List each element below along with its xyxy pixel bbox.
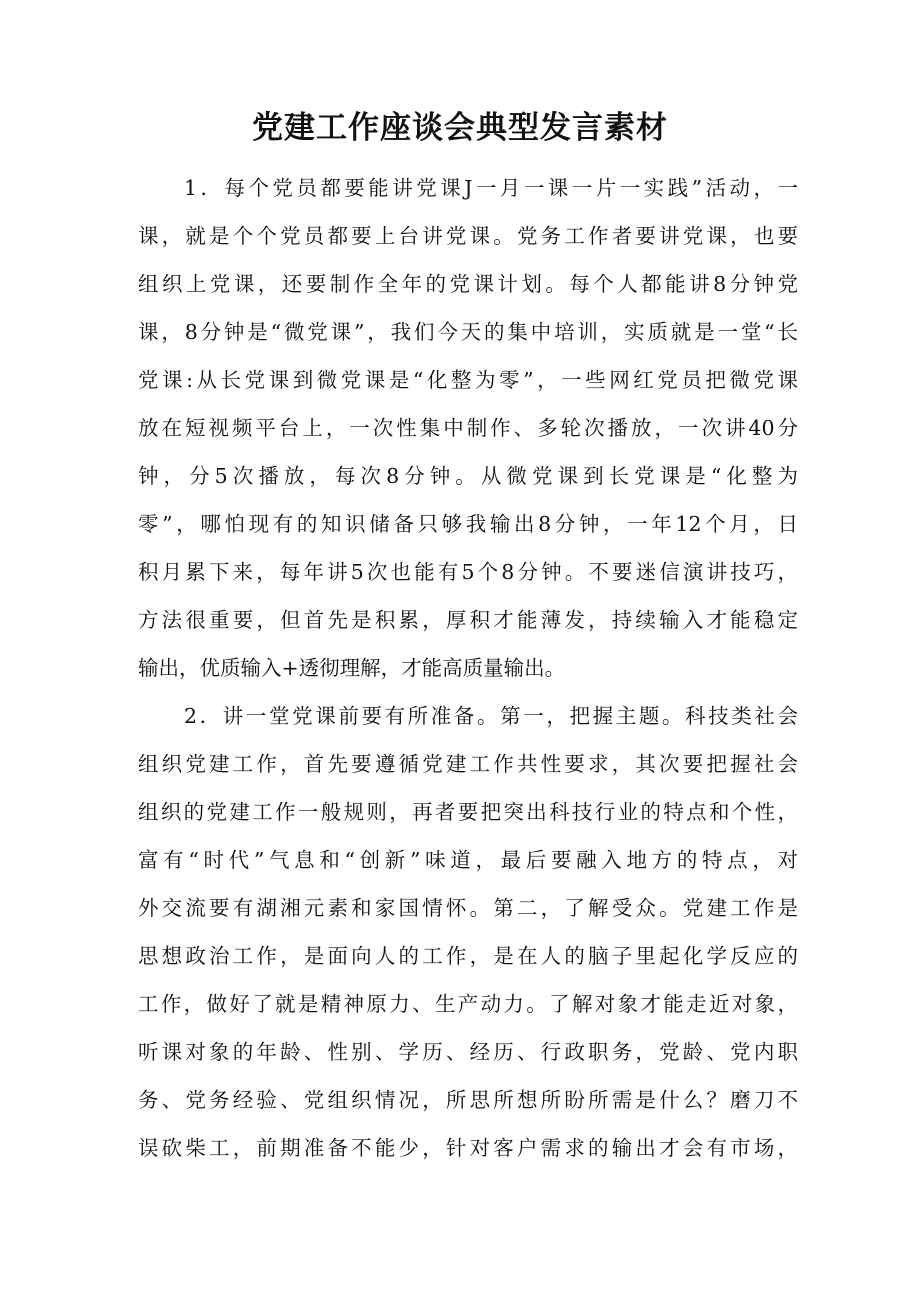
paragraph-line: 外交流要有湖湘元素和家国情怀。第二，了解受众。党建工作是 (138, 896, 798, 920)
paragraph-line: 钟，分5次播放，每次8分钟。从微党课到长党课是“化整为 (138, 464, 798, 488)
paragraph-line: 输出，优质输入+透彻理解，才能高质量输出。 (138, 656, 566, 680)
paragraph-line: 课，就是个个党员都要上台讲党课。党务工作者要讲党课，也要 (138, 224, 798, 248)
paragraph-line: 思想政治工作，是面向人的工作，是在人的脑子里起化学反应的 (138, 944, 798, 968)
paragraph-1 (138, 164, 798, 692)
paragraph-line: 党课:从长党课到微党课是“化整为零”，一些网红党员把微党课 (138, 368, 798, 392)
paragraph-line: 组织的党建工作一般规则，再者要把突出科技行业的特点和个性， (138, 800, 798, 824)
paragraph-2 (138, 692, 798, 1172)
paragraph-line: 务、党务经验、党组织情况，所思所想所盼所需是什么？磨刀不 (138, 1088, 798, 1112)
document-title: 党建工作座谈会典型发言素材 (252, 110, 668, 146)
paragraph-line: 方法很重要，但首先是积累，厚积才能薄发，持续输入才能稳定 (138, 608, 798, 632)
paragraph-line: 富有“时代”气息和“创新”味道，最后要融入地方的特点，对 (138, 848, 798, 872)
paragraph-line: 工作，做好了就是精神原力、生产动力。了解对象才能走近对象， (138, 992, 798, 1016)
paragraph-line: 组织上党课，还要制作全年的党课计划。每个人都能讲8分钟党 (138, 272, 798, 296)
paragraph-line: 积月累下来，每年讲5次也能有5个8分钟。不要迷信演讲技巧， (138, 560, 798, 584)
paragraph-line: 听课对象的年龄、性别、学历、经历、行政职务，党龄、党内职 (138, 1040, 798, 1064)
paragraph-line: 放在短视频平台上，一次性集中制作、多轮次播放，一次讲40分 (138, 416, 798, 440)
paragraph-line: 误砍柴工，前期准备不能少，针对客户需求的输出才会有市场， (138, 1136, 798, 1160)
paragraph-line: 课，8分钟是“微党课”，我们今天的集中培训，实质就是一堂“长 (138, 320, 798, 344)
paragraph-line: 组织党建工作，首先要遵循党建工作共性要求，其次要把握社会 (138, 752, 798, 776)
paragraph-line: 零”，哪怕现有的知识储备只够我输出8分钟，一年12个月，日 (138, 512, 798, 536)
paragraph-line: 2．讲一堂党课前要有所准备。第一，把握主题。科技类社会 (184, 704, 798, 728)
paragraph-line: 1．每个党员都要能讲党课J一月一课一片一实践”活动，一 (184, 176, 798, 200)
